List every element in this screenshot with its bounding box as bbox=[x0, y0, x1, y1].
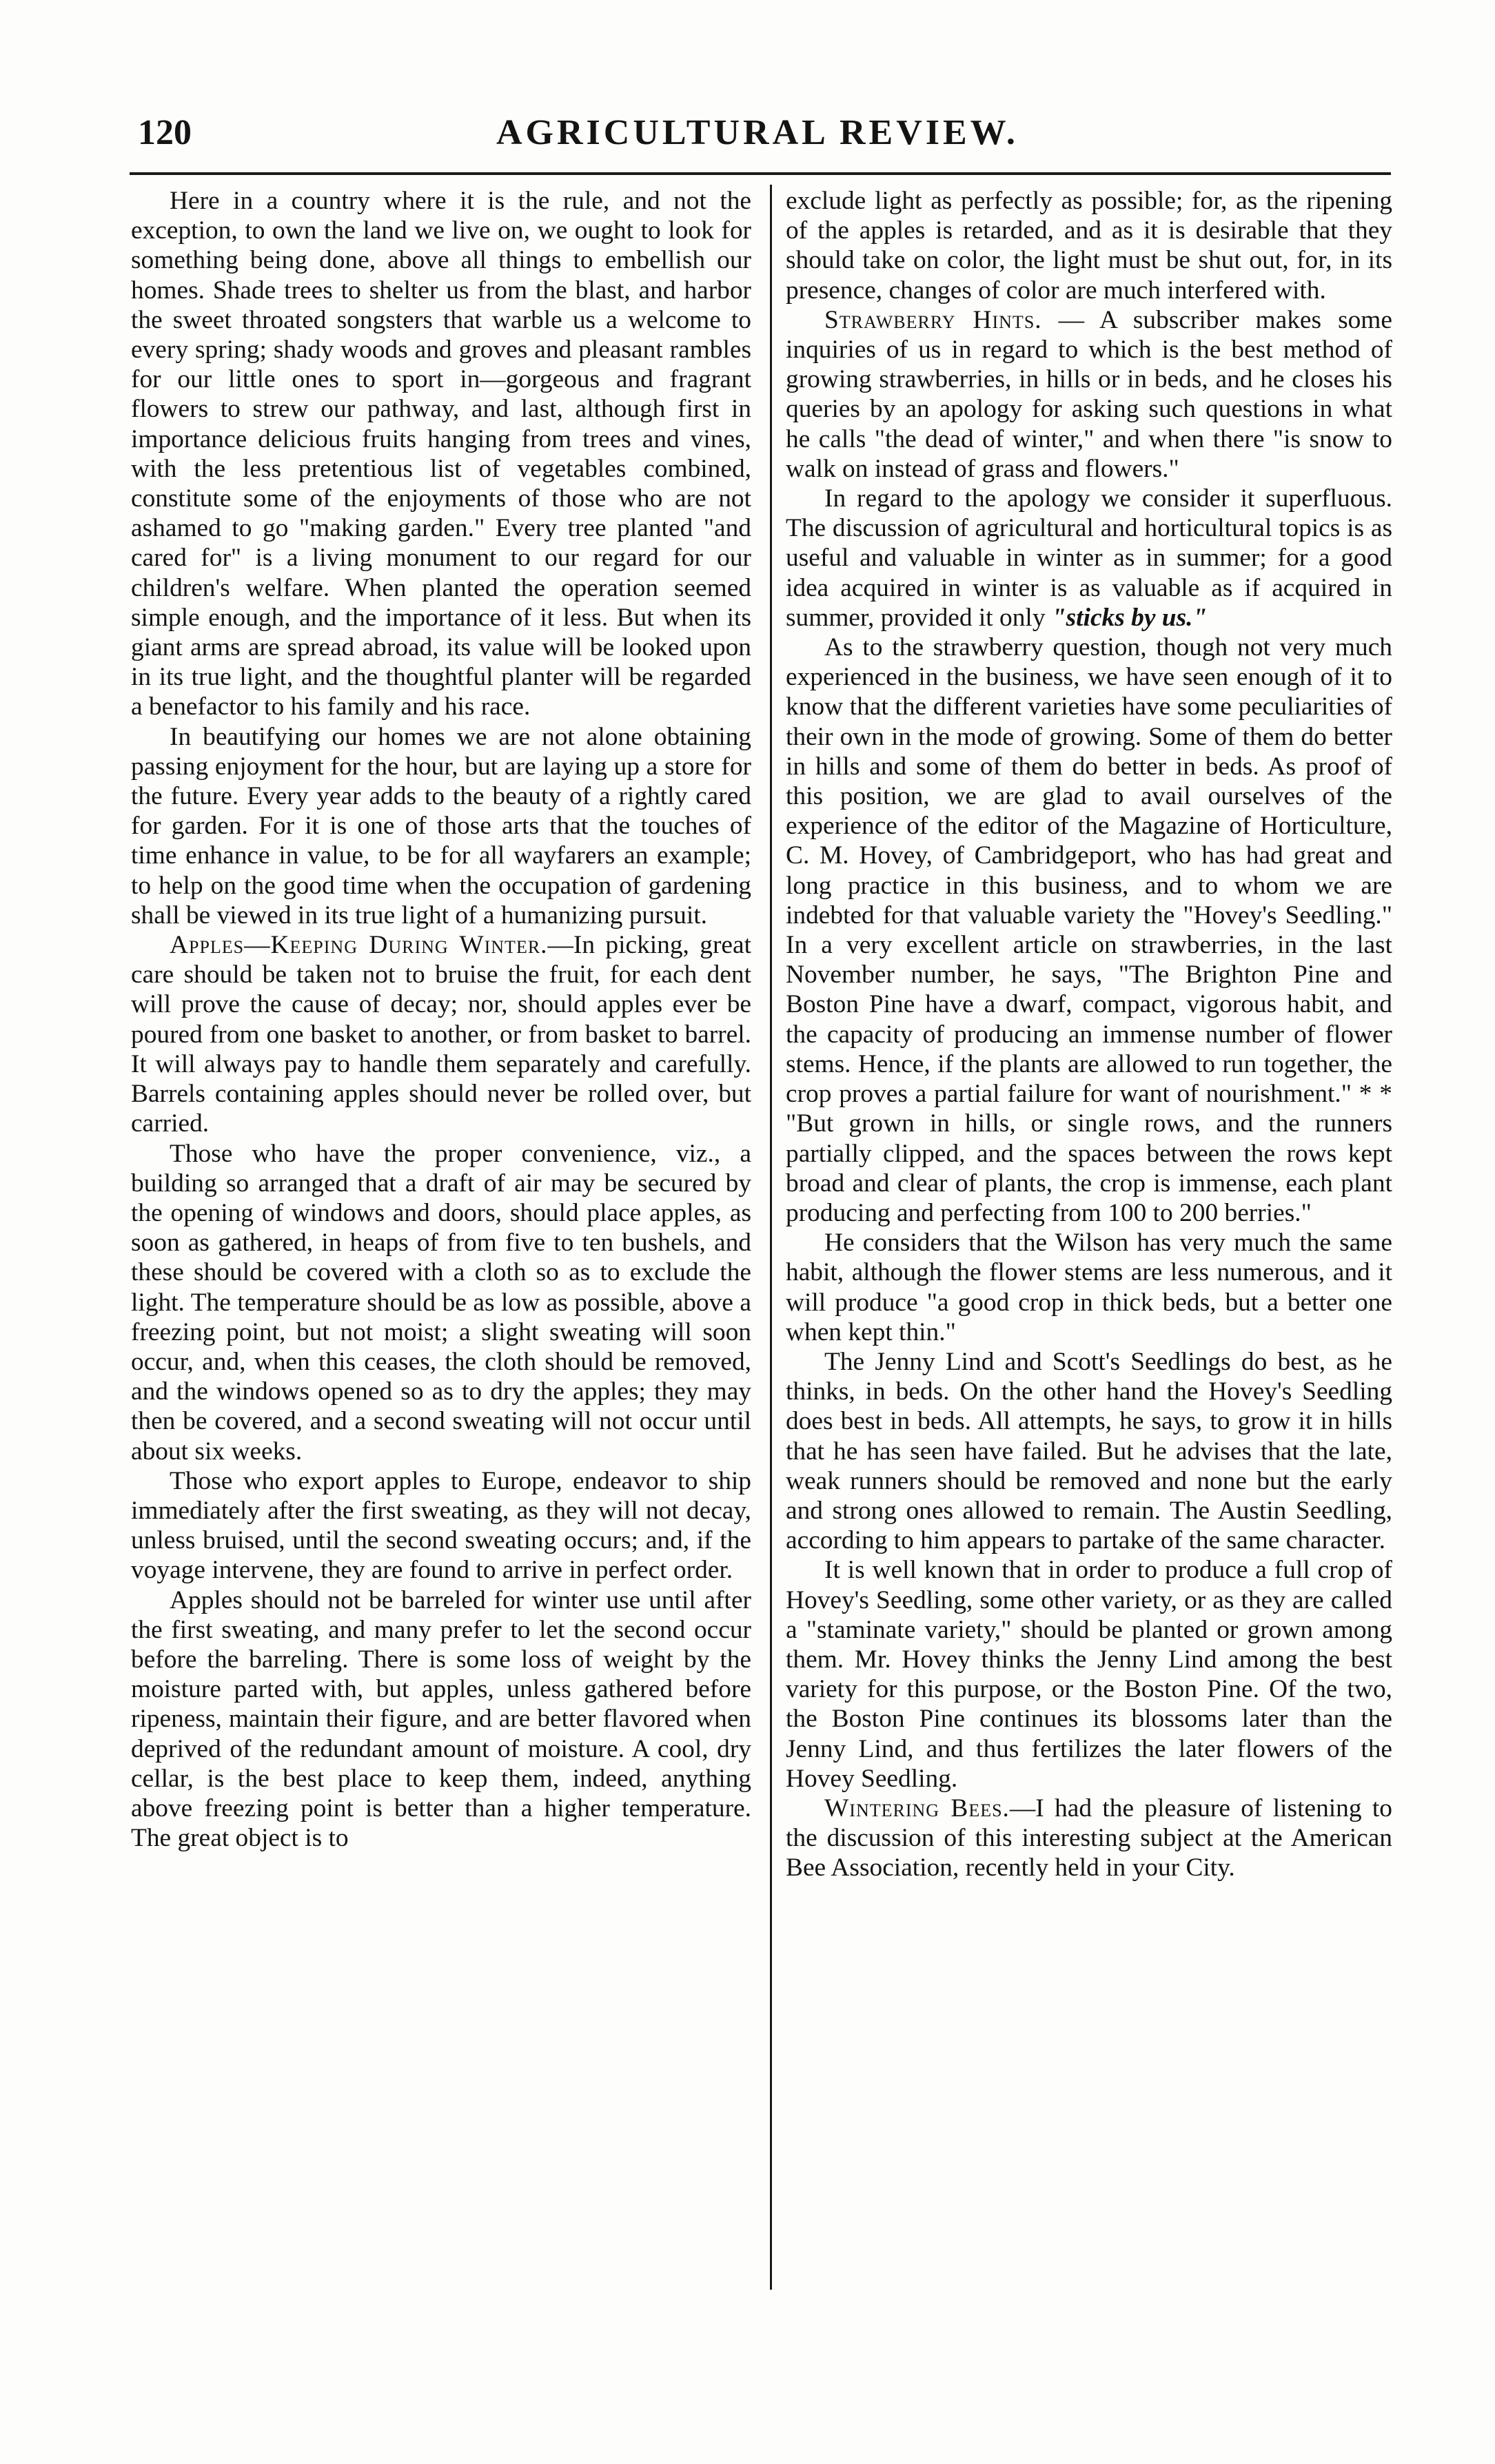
paragraph: He considers that the Wilson has very much the same habit, although the flower stems are less numerous, and it will produce "a good crop in thick beds, but a better one when kept thin." bbox=[786, 1229, 1392, 1346]
paragraph-text: —I had the pleasure of listening to the discussion of this interesting subject at the American Bee Association, recently held in your City. bbox=[786, 1794, 1392, 1882]
paragraph-text: In regard to the apology we consider it superfluous. The discussion of agricultural and horticultural topics is as useful and valuable in winter as in summer; for a good idea acquired in winter is as valuable as if acquired in summer, provided it only bbox=[786, 484, 1392, 632]
paragraph bbox=[786, 1794, 1392, 1883]
paragraph: Apples should not be barreled for winter use until after the first sweating, and many prefer to let the second occur before the barreling. There is some loss of weight by the moisture parted with, but apples, unless gathered before ripeness, maintain their figure, and are better flavored when deprived of the redundant amount of moisture. A cool, dry cellar, is the best place to keep them, indeed, anything above freezing point is better than a higher temperature. The great object is to bbox=[131, 1585, 751, 1853]
section-heading-apples: Apples—Keeping During Winter. bbox=[170, 931, 548, 960]
paragraph: In beautifying our homes we are not alone obtaining passing enjoyment for the hour, but are laying up a store for the future. Every year adds to the beauty of a rightly cared for garden. For it is one of those arts that the touches of time enhance in value, to be for all wayfarers an example; to help on the good time when the occupation of gardening shall be viewed in its true light of a humanizing pursuit. bbox=[131, 722, 751, 930]
section-heading-bees: Wintering Bees. bbox=[824, 1794, 1010, 1823]
paragraph bbox=[131, 930, 751, 1138]
paragraph bbox=[786, 305, 1392, 484]
section-heading-strawberry: Strawberry Hints. bbox=[824, 305, 1042, 334]
paragraph: Those who export apples to Europe, endeavor to ship immediately after the first sweating, as they will not decay, unless bruised, until the second sweating occurs; and, if the voyage intervene, they are found to arrive in perfect order. bbox=[131, 1466, 751, 1585]
running-title: AGRICULTURAL REVIEW. bbox=[496, 113, 1019, 152]
paragraph: Those who have the proper convenience, viz., a building so arranged that a draft of air may be secured by the opening of windows and doors, should place apples, as soon as gathered, in heaps of from five to ten bushels, and these should be covered with a cloth so as to exclude the light. The temperature should be as low as possible, above a freezing point, but not moist; a slight sweating will soon occur, and, when this ceases, the cloth should be removed, and the windows opened so as to dry the apples; they may then be covered, and a second sweating will not occur until about six weeks. bbox=[131, 1139, 751, 1466]
paragraph: It is well known that in order to produce a full crop of Hovey's Seedling, some other variety, or as they are called a "staminate variety," should be planted or grown among them. Mr. Hovey thinks the Jenny Lind among the best variety for this purpose, or the Boston Pine. Of the two, the Boston Pine continues its blossoms later than the Jenny Lind, and thus fertilizes the later flowers of the Hovey Seedling. bbox=[786, 1556, 1392, 1793]
paragraph: As to the strawberry question, though not very much experienced in the business, we have seen enough of it to know that the different varieties have some peculiarities of their own in the mode of growing. Some of them do better in hills and some of them do better in beds. As proof of this position, we are glad to avail ourselves of the experience of the editor of the Magazine of Horticulture, C. M. Hovey, of Cambridgeport, who has had great and long practice in this business, and to whom we are indebted for that valuable variety the "Hovey's Seedling." In a very excellent article on strawberries, in the last November number, he says, "The Brighton Pine and Boston Pine have a dwarf, compact, vigorous habit, and the capacity of producing an immense number of flower stems. Hence, if the plants are allowed to run together, the crop proves a partial failure for want of nourishment." * * "But grown in hills, or single rows, and the runners partially clipped, and the spaces between the rows kept broad and clear of plants, the crop is immense, each plant producing and perfecting from 100 to 200 berries." bbox=[786, 633, 1392, 1227]
right-column bbox=[786, 186, 1392, 2294]
paragraph-text: — A subscriber makes some inquiries of us in regard to which is the best method of growing strawberries, in hills or in beds, and he closes his queries by an apology for asking such questions in what he calls "the dead of winter," and when there "is snow to walk on instead of grass and flowers." bbox=[786, 305, 1392, 483]
emphasis-text: "sticks by us." bbox=[1051, 603, 1208, 632]
paragraph-text: —In picking, great care should be taken not to bruise the fruit, for each dent will prove the cause of decay; nor, should apples ever be poured from one basket to another, or from basket to barrel. It will always pay to handle them separately and carefully. Barrels containing apples should never be rolled over, but carried. bbox=[131, 931, 751, 1138]
paragraph bbox=[786, 484, 1392, 633]
header-rule bbox=[130, 172, 1391, 175]
left-column bbox=[131, 186, 751, 2294]
page-header bbox=[138, 109, 1385, 157]
paragraph: exclude light as perfectly as possible; for, as the ripening of the apples is retarded, and as it is desirable that they should take on color, the light must be shut out, for, in its presence, changes of color are much interfered with. bbox=[786, 187, 1392, 305]
column-divider bbox=[770, 185, 772, 2290]
page-number: 120 bbox=[138, 113, 192, 152]
paragraph: The Jenny Lind and Scott's Seedlings do best, as he thinks, in beds. On the other hand the Hovey's Seedling does best in beds. All attempts, he says, to grow it in hills that he has seen have failed. But he advises that the late, weak runners should be removed and none but the early and strong ones allowed to remain. The Austin Seedling, according to him appears to partake of the same character. bbox=[786, 1347, 1392, 1555]
paragraph: Here in a country where it is the rule, and not the exception, to own the land we live on, we ought to look for something being done, above all things to embellish our homes. Shade trees to shelter us from the blast, and harbor the sweet throated songsters that warble us a welcome to every spring; shady woods and groves and pleasant rambles for our little ones to sport in—gorgeous and fragrant flowers to strew our pathway, and last, although first in importance delicious fruits hanging from trees and vines, with the less pretentious list of vegetables combined, constitute some of the enjoyments of those who are not ashamed to go "making garden." Every tree planted "and cared for" is a living monument to our regard for our children's welfare. When planted the operation seemed simple enough, and the importance of it less. But when its giant arms are spread abroad, its value will be looked upon in its true light, and the thoughtful planter will be regarded a benefactor to his family and his race. bbox=[131, 187, 751, 721]
